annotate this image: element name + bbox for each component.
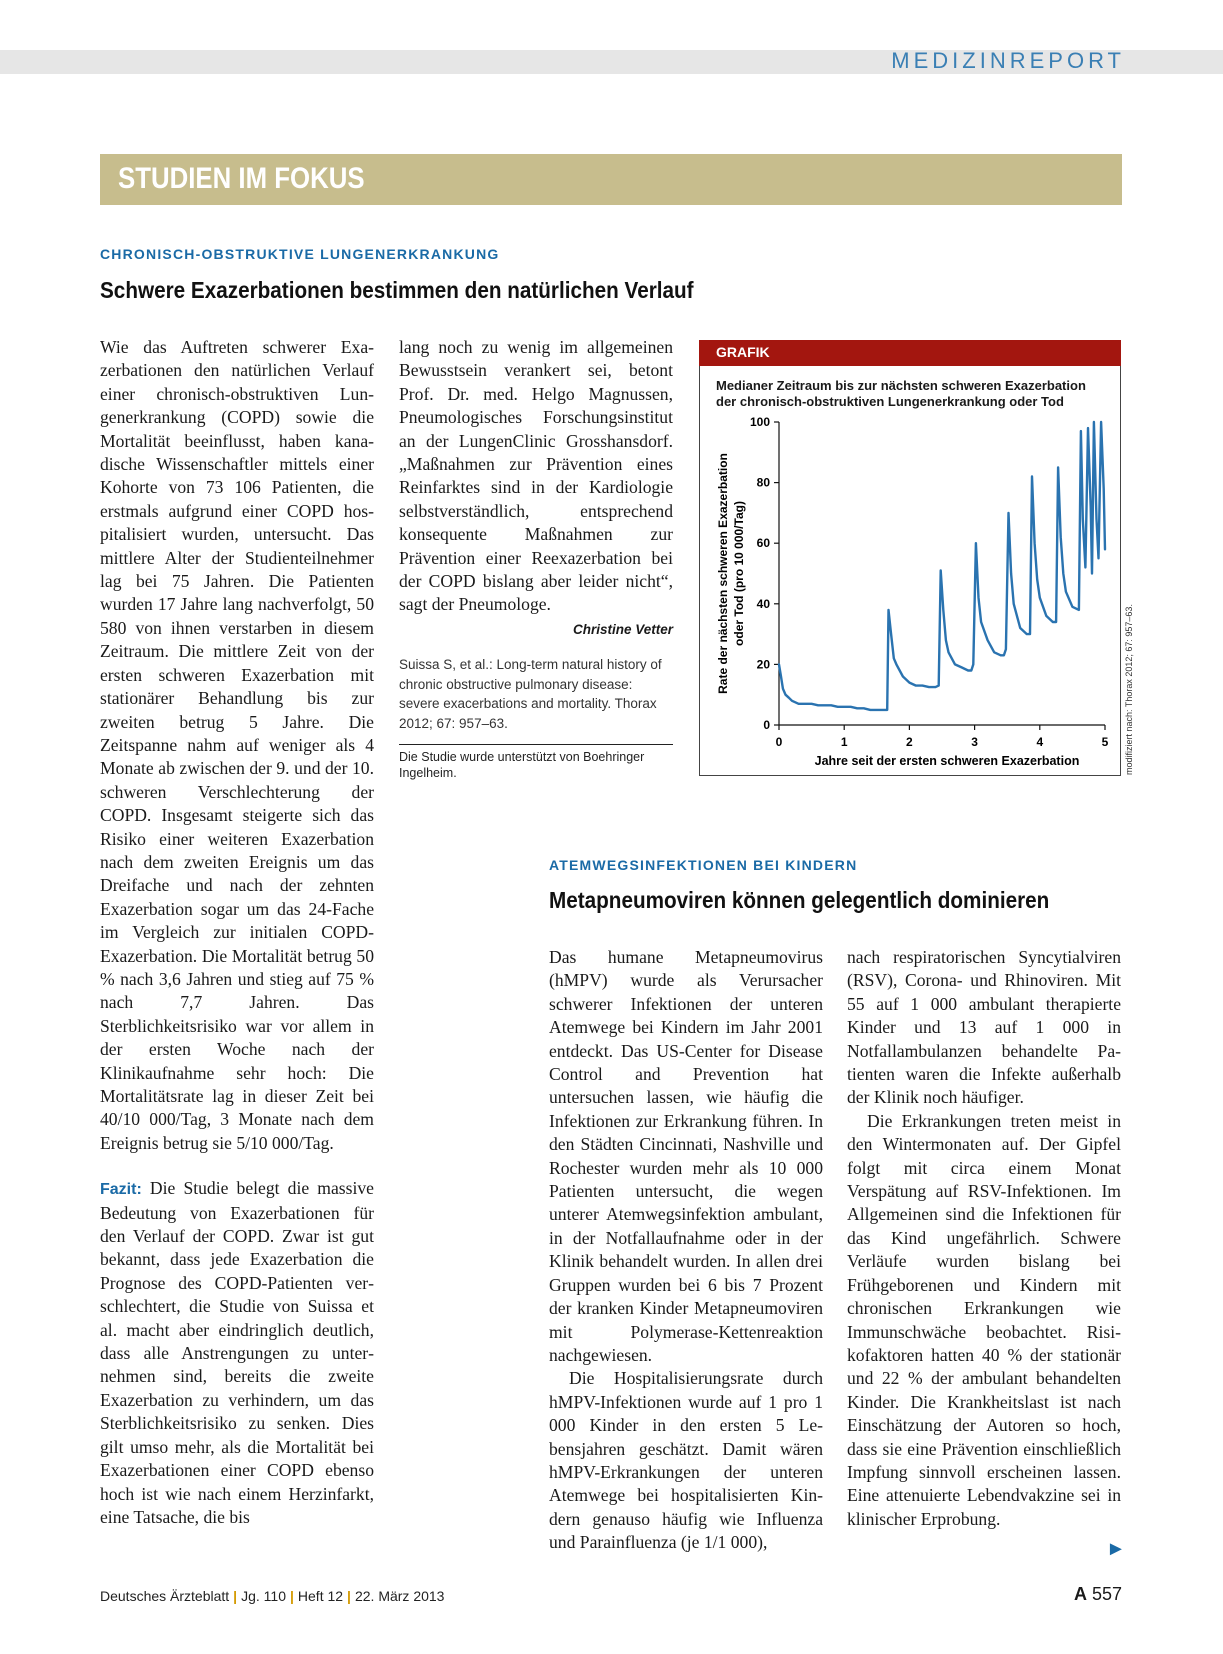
funding-note: Die Studie wurde unterstützt von Boehringer Ingelheim. — [399, 750, 645, 780]
x-tick-label: 3 — [971, 735, 978, 749]
figure-credit: modifiziert nach: Thorax 2012; 67: 957–63. — [1124, 604, 1134, 775]
article2-paragraph-4: Die Erkrankungen treten meist in den Wintermonaten auf. Der Gipfel folgt mit circa einem Monat Verspätung auf RSV-Infektionen. Im Allgemeinen sind die Infektionen für das Kind ungefährlich. Schwere Verläufe wurden bislang bei Frühgeborenen und Kindern mit chronischen Erkrankungen wie Immunschwäche beobachtet. Risikofaktoren hatten 40 % der stationär und 22 % der ambulant behandelten Kinder. Die Krankheitslast ist nach Einschätzung der Autoren so hoch, dass sie eine Prävention einschließlich Impfung sinnvoll erscheinen lassen. Eine attenuierte Lebendvakzine sei in klinischer Erprobung. — [847, 1110, 1121, 1529]
fazit-text: Die Studie belegt die massive Bedeutung von Exazerbationen für den Verlauf der COPD. Zwar ist gut bekannt, dass jede Exazerbation die Prognose des COPD-Patienten verschlechtert, die Studie von Suissa et al. macht aber eindringlich deutlich, dass alle Anstrengungen zu unternehmen sind, bereits die zweite Exazerbation zu verhindern, um das Sterblichkeitsrisiko zu senken. Dies gilt umso mehr, als die Mortalität bei Exazerbationen einer COPD ebenso hoch ist wie nach einem Herzinfarkt, eine Tatsache, die bis — [100, 1178, 374, 1527]
reference-citation: Suissa S, et al.: Long-term natural history of chronic obstructive pulmonary disease: severe exacerbations and mortality. Thorax 2012; 67: 957–63. — [399, 657, 662, 731]
article2-paragraph-2: Die Hospitalisierungsrate durch hMPV-Infektionen wurde auf 1 pro 1 000 Kinder in den ersten 5 Lebensjahren geschätzt. Damit wären hMPV-Erkrankungen der unteren Atemwege bei hospitalisierten Kindern genauso häufig wie Influenza und Parainfluenza (je 1/1 000), — [549, 1368, 823, 1553]
article1-column-2 — [399, 336, 673, 617]
footer-date: 22. März 2013 — [354, 1588, 445, 1604]
article1-paragraph-2: lang noch zu wenig im allgemeinen Bewusstsein verankert sei, betont Prof. Dr. med. Helgo Magnussen, Pneumologisches Forschungsinstitut an der LungenClinic Grosshansdorf. „Maßnahmen zur Prävention eines Reinfarktes sind in der Kardiologie selbstverständlich, entsprechend konsequente Maßnahmen zur Prävention einer Reexazerbation bei der COPD bislang aber leider nicht“, sagt der Pneumologe. — [399, 337, 673, 615]
y-axis-label-line-2: oder Tod (pro 10 000/Tag) — [732, 501, 746, 646]
article2-headline: Metapneumoviren können gelegentlich dominieren — [549, 887, 1050, 913]
article1-paragraph-1: Wie das Auftreten schwerer Exazerbationen den natürlichen Verlauf einer chronisch-obstruktiven Lungenerkrankung (COPD) sowie die Mortalität beeinflusst, haben kanadische Wissenschaftler mittels einer Kohorte von 73 106 Patienten, die erstmals aufgrund einer COPD hospitalisiert wurden, untersucht. Das mittlere Alter der Studienteilnehmer lag bei 75 Jahren. Die Patienten wurden 17 Jahre lang nachverfolgt, 50 580 von ihnen verstarben in diesem Zeitraum. Die mittlere Zeit von der ersten schweren Exazerbation mit stationärer Behandlung bis zur zweiten betrug 5 Jahre. Die Zeitspanne nahm auf weniger als 4 Monate ab zwischen der 9. und der 10. schweren Verschlechterung der COPD. Insgesamt steigerte sich das Risiko einer weiteren Exazerbation nach dem zweiten Ereignis um das Dreifache und nach der zehnten Exazerbation sogar um das 24-Fache im Vergleich zur initialen COPD-Exazerbation. Die Mortalität betrug 50 % nach 3,6 Jahren und stieg auf 75 % nach 7,7 Jahren. Das Sterblichkeitsrisiko war vor allem in der ersten Woche nach der Klinikaufnahme sehr hoch: Die Mortalitätsrate lag in dieser Zeit bei 40/10 000/Tag, 3 Monate nach dem Ereignis betrug sie 5/10 000/Tag. — [100, 337, 374, 1153]
x-axis-label: Jahre seit der ersten schweren Exazerbation — [814, 754, 1080, 768]
footer-separator: | — [233, 1588, 238, 1604]
x-tick-label: 1 — [840, 735, 848, 749]
footer-volume: Jg. 110 — [241, 1588, 286, 1604]
article2-kicker: ATEMWEGSINFEKTIONEN BEI KINDERN — [549, 857, 858, 873]
footer-journal: Deutsches Ärzteblatt — [100, 1588, 230, 1604]
banner-title: STUDIEN IM FOKUS — [118, 162, 365, 195]
chart-title-line-2: der chronisch-obstruktiven Lungenerkrankung oder Tod — [716, 394, 1064, 409]
y-axis-label-line-1: Rate der nächsten schweren Exazerbation — [716, 453, 730, 694]
section-label: MEDIZINREPORT — [891, 48, 1125, 73]
x-tick-label: 5 — [1101, 735, 1109, 749]
footer-separator: | — [347, 1588, 351, 1604]
footer-separator: | — [289, 1588, 294, 1604]
page-number-value: 557 — [1091, 1584, 1122, 1604]
article2-paragraph-3: nach respiratorischen Syncytialviren (RSV), Corona- und Rhinoviren. Mit 55 auf 1 000 ambulant therapierte Kinder und 13 auf 1 000 in Notfallambulanzen behandelte Patienten waren die Infekte außerhalb der Klinik noch häufiger. — [847, 947, 1121, 1108]
y-tick-label: 80 — [756, 475, 770, 490]
continue-arrow-icon[interactable]: ► — [1106, 1538, 1126, 1560]
divider — [399, 744, 673, 745]
fazit-label: Fazit: — [100, 1181, 142, 1199]
article1-kicker: CHRONISCH-OBSTRUKTIVE LUNGENERKRANKUNG — [100, 246, 500, 262]
article1-fazit — [100, 1177, 374, 1529]
line-chart — [699, 410, 1121, 776]
figure-label: GRAFIK — [716, 344, 770, 360]
y-tick-label: 40 — [756, 596, 770, 611]
page-number — [1000, 1584, 1122, 1605]
y-tick-label: 20 — [756, 657, 770, 672]
article2-column-2 — [847, 946, 1121, 1531]
x-tick-label: 2 — [906, 735, 913, 749]
y-tick-label: 100 — [749, 415, 770, 429]
series-line — [779, 422, 1105, 710]
article2-column-1 — [549, 946, 823, 1555]
article1-column-1 — [100, 336, 374, 1529]
article-author: Christine Vetter — [572, 622, 673, 637]
article2-paragraph-1: Das humane Metapneumovirus (hMPV) wurde als Verursacher schwerer Infektionen der unteren Atemwege bei Kindern im Jahr 2001 entdeckt. Das US-Center for Disease Control and Prevention hat untersuchen lassen, wie häufig die Infektionen zur Erkrankung führen. In den Städten Cincinnati, Nashville und Rochester wurden mehr als 10 000 Patienten untersucht, die wegen unterer Atemwegsinfektion ambulant, in der Notfallaufnahme oder in der Klinik behandelt wurden. In allen drei Gruppen wurden bei 6 bis 7 Prozent der kranken Kinder Metapneumoviren mit Polymerase-Kettenreaktion nachgewiesen. — [549, 947, 823, 1365]
chart-title — [716, 378, 1116, 410]
footer-issue: Heft 12 — [297, 1588, 344, 1604]
page-prefix: A — [1073, 1584, 1087, 1604]
x-tick-label: 4 — [1036, 735, 1044, 749]
article1-headline: Schwere Exazerbationen bestimmen den natürlichen Verlauf — [100, 277, 694, 303]
y-tick-label: 60 — [756, 536, 770, 551]
chart-title-line-1: Medianer Zeitraum bis zur nächsten schweren Exazerbation — [716, 378, 1086, 393]
footer — [100, 1588, 444, 1604]
y-tick-label: 0 — [763, 718, 770, 732]
x-tick-label: 0 — [775, 735, 783, 749]
